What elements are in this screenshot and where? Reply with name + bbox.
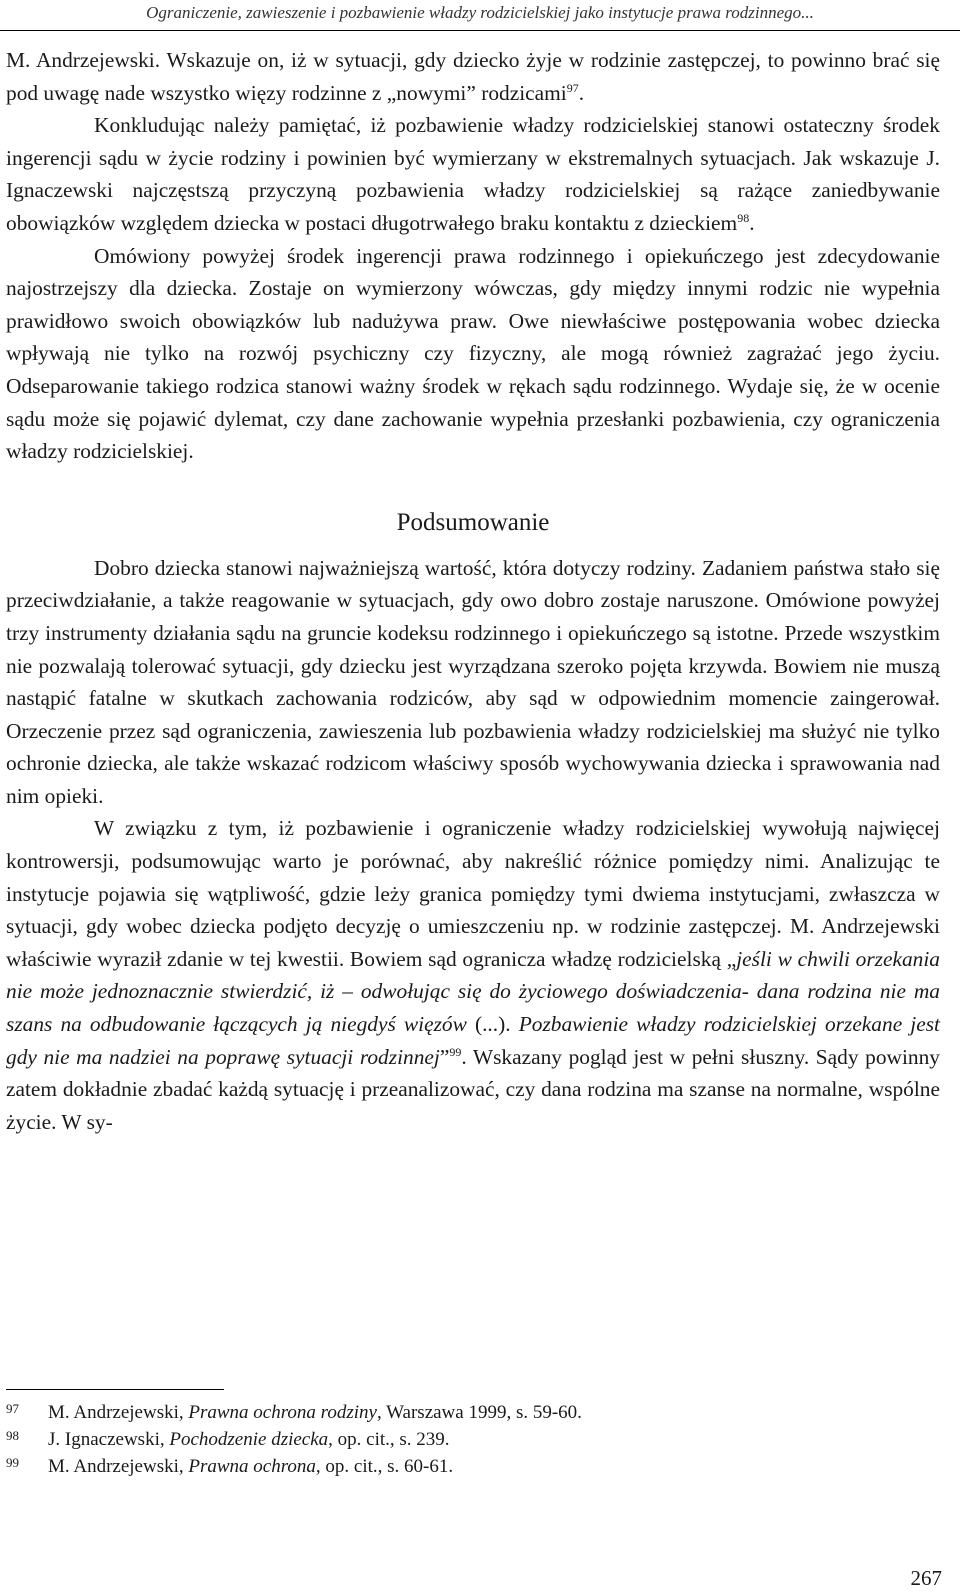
footnote xyxy=(6,1426,940,1453)
paragraph-text: . xyxy=(749,210,755,235)
footnote-rule xyxy=(6,1389,224,1390)
paragraph-text: M. Andrzejewski. Wskazuje on, iż w sytuacji, gdy dziecko żyje w rodzinie zastępczej, to powinno brać się pod uwagę nade wszystko więzy rodzinne z „nowymi” rodzicami xyxy=(6,48,940,105)
paragraph: Dobro dziecka stanowi najważniejszą wartość, która dotyczy rodziny. Zadaniem państwa stało się przeciwdziałanie, a także reagowanie w sytuacjach, gdy owo dobro zostaje naruszone. Omówione powyżej trzy instrumenty działania sądu na gruncie kodeksu rodzinnego i opiekuńczego są istotne. Przede wszystkim nie pozwalają tolerować sytuacji, gdy dziecku jest wyrządzana szeroko pojęta krzywda. Bowiem nie muszą nastąpić fatalne w skutkach zachowania rodziców, aby sąd w odpowiednim momencie zaingerował. Orzeczenie przez sąd ograniczenia, zawieszenia lub pozbawienia władzy rodzicielskiej ma służyć nie tylko ochronie dziecka, ale także wskazać rodzicom właściwy sposób wychowywania dziecka i sprawowania nad nim opieki. xyxy=(6,555,940,808)
footnote-text: M. Andrzejewski, xyxy=(48,1402,189,1423)
paragraph-text: W związku z tym, iż pozbawienie i ograniczenie władzy rodzicielskiej wywołują najwięcej kontrowersji, podsumowując warto je porównać, aby nakreślić różnice pomiędzy nimi. Analizując te instytucje pojawia się wątpliwość, gdzie leży granica pomiędzy tymi dwiema instytucjami, zwłaszcza w sytuacji, gdy wobec dziecka podjęto decyzję o umieszczeniu np. w rodzinie zastępczej. M. Andrzejewski właściwie wyraził zdanie w tej kwestii. Bowiem sąd ogranicza władzę rodzicielską „ xyxy=(6,816,940,971)
paragraph xyxy=(6,44,940,109)
footnote xyxy=(6,1399,940,1426)
paragraph-text: ” xyxy=(439,1044,450,1069)
footnote-ref: 97 xyxy=(566,80,579,95)
paragraph xyxy=(6,812,940,1138)
running-head: Ograniczenie, zawieszenie i pozbawienie władzy rodzicielskiej jako instytucje prawa rodzinnego... xyxy=(146,3,814,22)
paragraph: Omówiony powyżej środek ingerencji prawa rodzinnego i opiekuńczego jest zdecydowanie najostrzejszy dla dziecka. Zostaje on wymierzony wówczas, gdy między innymi rodzic nie wypełnia prawidłowo swoich obowiązków lub nadużywa praw. Owe niewłaściwe postępowania wobec dziecka wpływają nie tylko na rozwój psychiczny czy fizyczny, ale mogą również zagrażać jego życiu. Odseparowanie takiego rodzica stanowi ważny środek w rękach sądu rodzinnego. Wydaje się, że w ocenie sądu może się pojawić dylemat, czy dane zachowanie wypełnia przesłanki pozbawienia, czy ograniczenia władzy rodzicielskiej. xyxy=(6,243,940,464)
paragraph-text: . xyxy=(578,80,585,105)
footnote-number: 97 xyxy=(6,1401,19,1416)
footnote-title: Prawna ochrona xyxy=(188,1456,316,1477)
paragraph-text: Konkludując należy pamiętać, iż pozbawienie władzy rodzicielskiej stanowi ostateczny środek ingerencji sądu w życie rodziny i powinien być wymierzany w ekstremalnych sytuacjach. Jak wskazuje J. Ignaczewski najczęstszą przyczyną pozbawienia władzy rodzicielskiej są rażące zaniedbywanie obowiązków względem dziecka w postaci długotrwałego braku kontaktu z dzieckiem xyxy=(6,113,940,235)
footnote-ref: 98 xyxy=(737,210,750,225)
footnote-text: , op. cit., s. 239. xyxy=(328,1429,450,1450)
body-text xyxy=(6,44,940,1138)
footnote-title: Pochodzenie dziecka xyxy=(169,1429,329,1450)
page-number: 267 xyxy=(910,1566,942,1590)
footnote-ref: 99 xyxy=(449,1044,462,1059)
footnote-number: 98 xyxy=(6,1428,19,1443)
footnote-text: J. Ignaczewski, xyxy=(48,1429,170,1450)
footnotes xyxy=(6,1399,940,1480)
paragraph-text: . Wskazany pogląd jest w pełni słuszny. Sądy powinny zatem dokładnie zbadać każdą sytuację i przeanalizować, czy dana rodzina ma szanse na normalne, wspólne życie. W sy- xyxy=(6,1044,940,1134)
footnote-text: , Warszawa 1999, s. 59-60. xyxy=(376,1402,582,1423)
footnote-text: M. Andrzejewski, xyxy=(48,1456,189,1477)
footnote-title: Prawna ochrona rodziny xyxy=(188,1402,377,1423)
quote-text: jeśli w chwili orzekania nie może jednoznacznie stwierdzić, iż – odwołując się do życiowego doświadczenia- dana rodzina nie ma szans na odbudowanie łączących ją niegdyś więzów xyxy=(6,946,941,1037)
paragraph xyxy=(6,109,940,239)
footnote-text: , op. cit., s. 60-61. xyxy=(315,1456,454,1477)
footnote-number: 99 xyxy=(6,1455,19,1470)
paragraph-text: (...). xyxy=(466,1012,519,1037)
footnote xyxy=(6,1453,940,1480)
section-heading: Podsumowanie xyxy=(396,508,550,536)
header-rule xyxy=(0,30,960,31)
quote-text: Pozbawienie władzy rodzicielskiej orzekane jest gdy nie ma nadziei na poprawę sytuacji rodzinnej xyxy=(6,1012,940,1069)
